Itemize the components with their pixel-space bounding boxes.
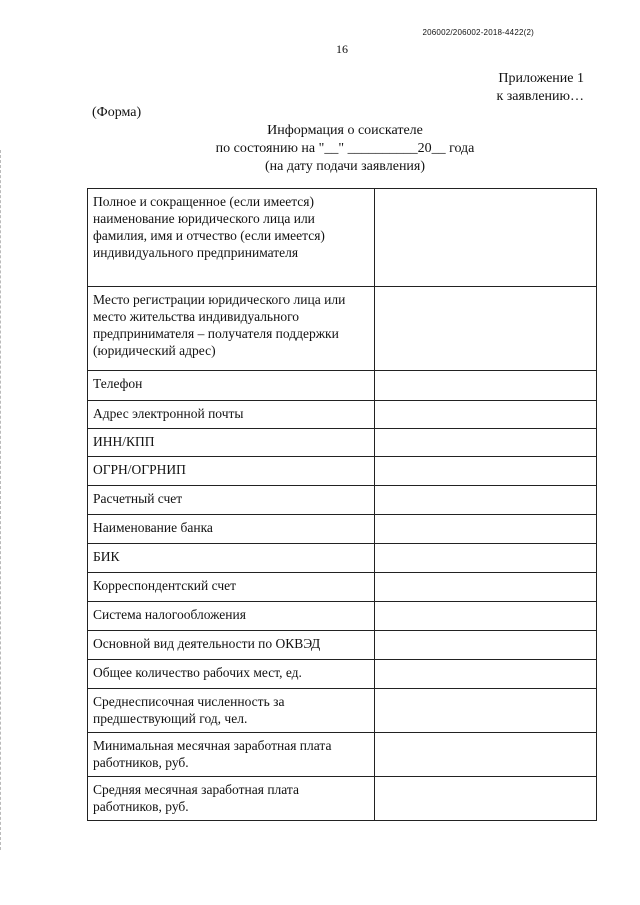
field-value[interactable] — [375, 631, 597, 660]
field-label: Расчетный счет — [88, 486, 375, 515]
table-row — [88, 457, 597, 486]
field-value[interactable] — [375, 287, 597, 371]
table-row — [88, 602, 597, 631]
table-row — [88, 689, 597, 733]
applicant-info-table — [87, 188, 597, 821]
table-row — [88, 515, 597, 544]
table-row — [88, 544, 597, 573]
field-label: Минимальная месячная заработная плата работников, руб. — [88, 733, 375, 777]
field-label: Система налогообложения — [88, 602, 375, 631]
field-value[interactable] — [375, 371, 597, 401]
page-number: 16 — [336, 42, 348, 56]
field-label: Полное и сокращенное (если имеется) наименование юридического лица или фамилия, имя и отчество (если имеется) индивидуального предпринимателя — [88, 189, 375, 287]
page-edge-marks — [0, 150, 2, 850]
field-label: ОГРН/ОГРНИП — [88, 457, 375, 486]
field-value[interactable] — [375, 544, 597, 573]
table-row — [88, 189, 597, 287]
field-label: ИНН/КПП — [88, 429, 375, 457]
table-row — [88, 573, 597, 602]
field-value[interactable] — [375, 602, 597, 631]
field-value[interactable] — [375, 515, 597, 544]
field-value[interactable] — [375, 401, 597, 429]
document-id: 206002/206002-2018-4422(2) — [422, 28, 534, 37]
field-value[interactable] — [375, 189, 597, 287]
field-label: Адрес электронной почты — [88, 401, 375, 429]
form-date-line: по состоянию на "__" __________20__ года — [215, 141, 475, 156]
field-value[interactable] — [375, 660, 597, 689]
field-value[interactable] — [375, 733, 597, 777]
table-row — [88, 401, 597, 429]
table-row — [88, 631, 597, 660]
form-label: (Форма) — [92, 105, 142, 120]
field-value[interactable] — [375, 689, 597, 733]
table-row — [88, 287, 597, 371]
field-label: БИК — [88, 544, 375, 573]
field-label: Телефон — [88, 371, 375, 401]
table-row — [88, 429, 597, 457]
table-row — [88, 660, 597, 689]
appendix-block — [496, 70, 584, 106]
appendix-line2: к заявлению… — [496, 89, 584, 104]
field-value[interactable] — [375, 486, 597, 515]
appendix-line1: Приложение 1 — [498, 71, 584, 86]
table-row — [88, 777, 597, 821]
form-title: Информация о соискателе — [267, 123, 423, 138]
field-value[interactable] — [375, 457, 597, 486]
form-date-note: (на дату подачи заявления) — [264, 159, 426, 174]
table-row — [88, 733, 597, 777]
field-label: Наименование банка — [88, 515, 375, 544]
field-label: Корреспондентский счет — [88, 573, 375, 602]
field-value[interactable] — [375, 777, 597, 821]
table-row — [88, 486, 597, 515]
field-label: Место регистрации юридического лица или место жительства индивидуального предпринимателя – получателя поддержки (юридический адрес) — [88, 287, 375, 371]
field-value[interactable] — [375, 429, 597, 457]
field-label: Основной вид деятельности по ОКВЭД — [88, 631, 375, 660]
field-label: Среднесписочная численность за предшествующий год, чел. — [88, 689, 375, 733]
table-row — [88, 371, 597, 401]
field-label: Общее количество рабочих мест, ед. — [88, 660, 375, 689]
field-value[interactable] — [375, 573, 597, 602]
field-label: Средняя месячная заработная плата работников, руб. — [88, 777, 375, 821]
form-heading — [150, 122, 540, 176]
